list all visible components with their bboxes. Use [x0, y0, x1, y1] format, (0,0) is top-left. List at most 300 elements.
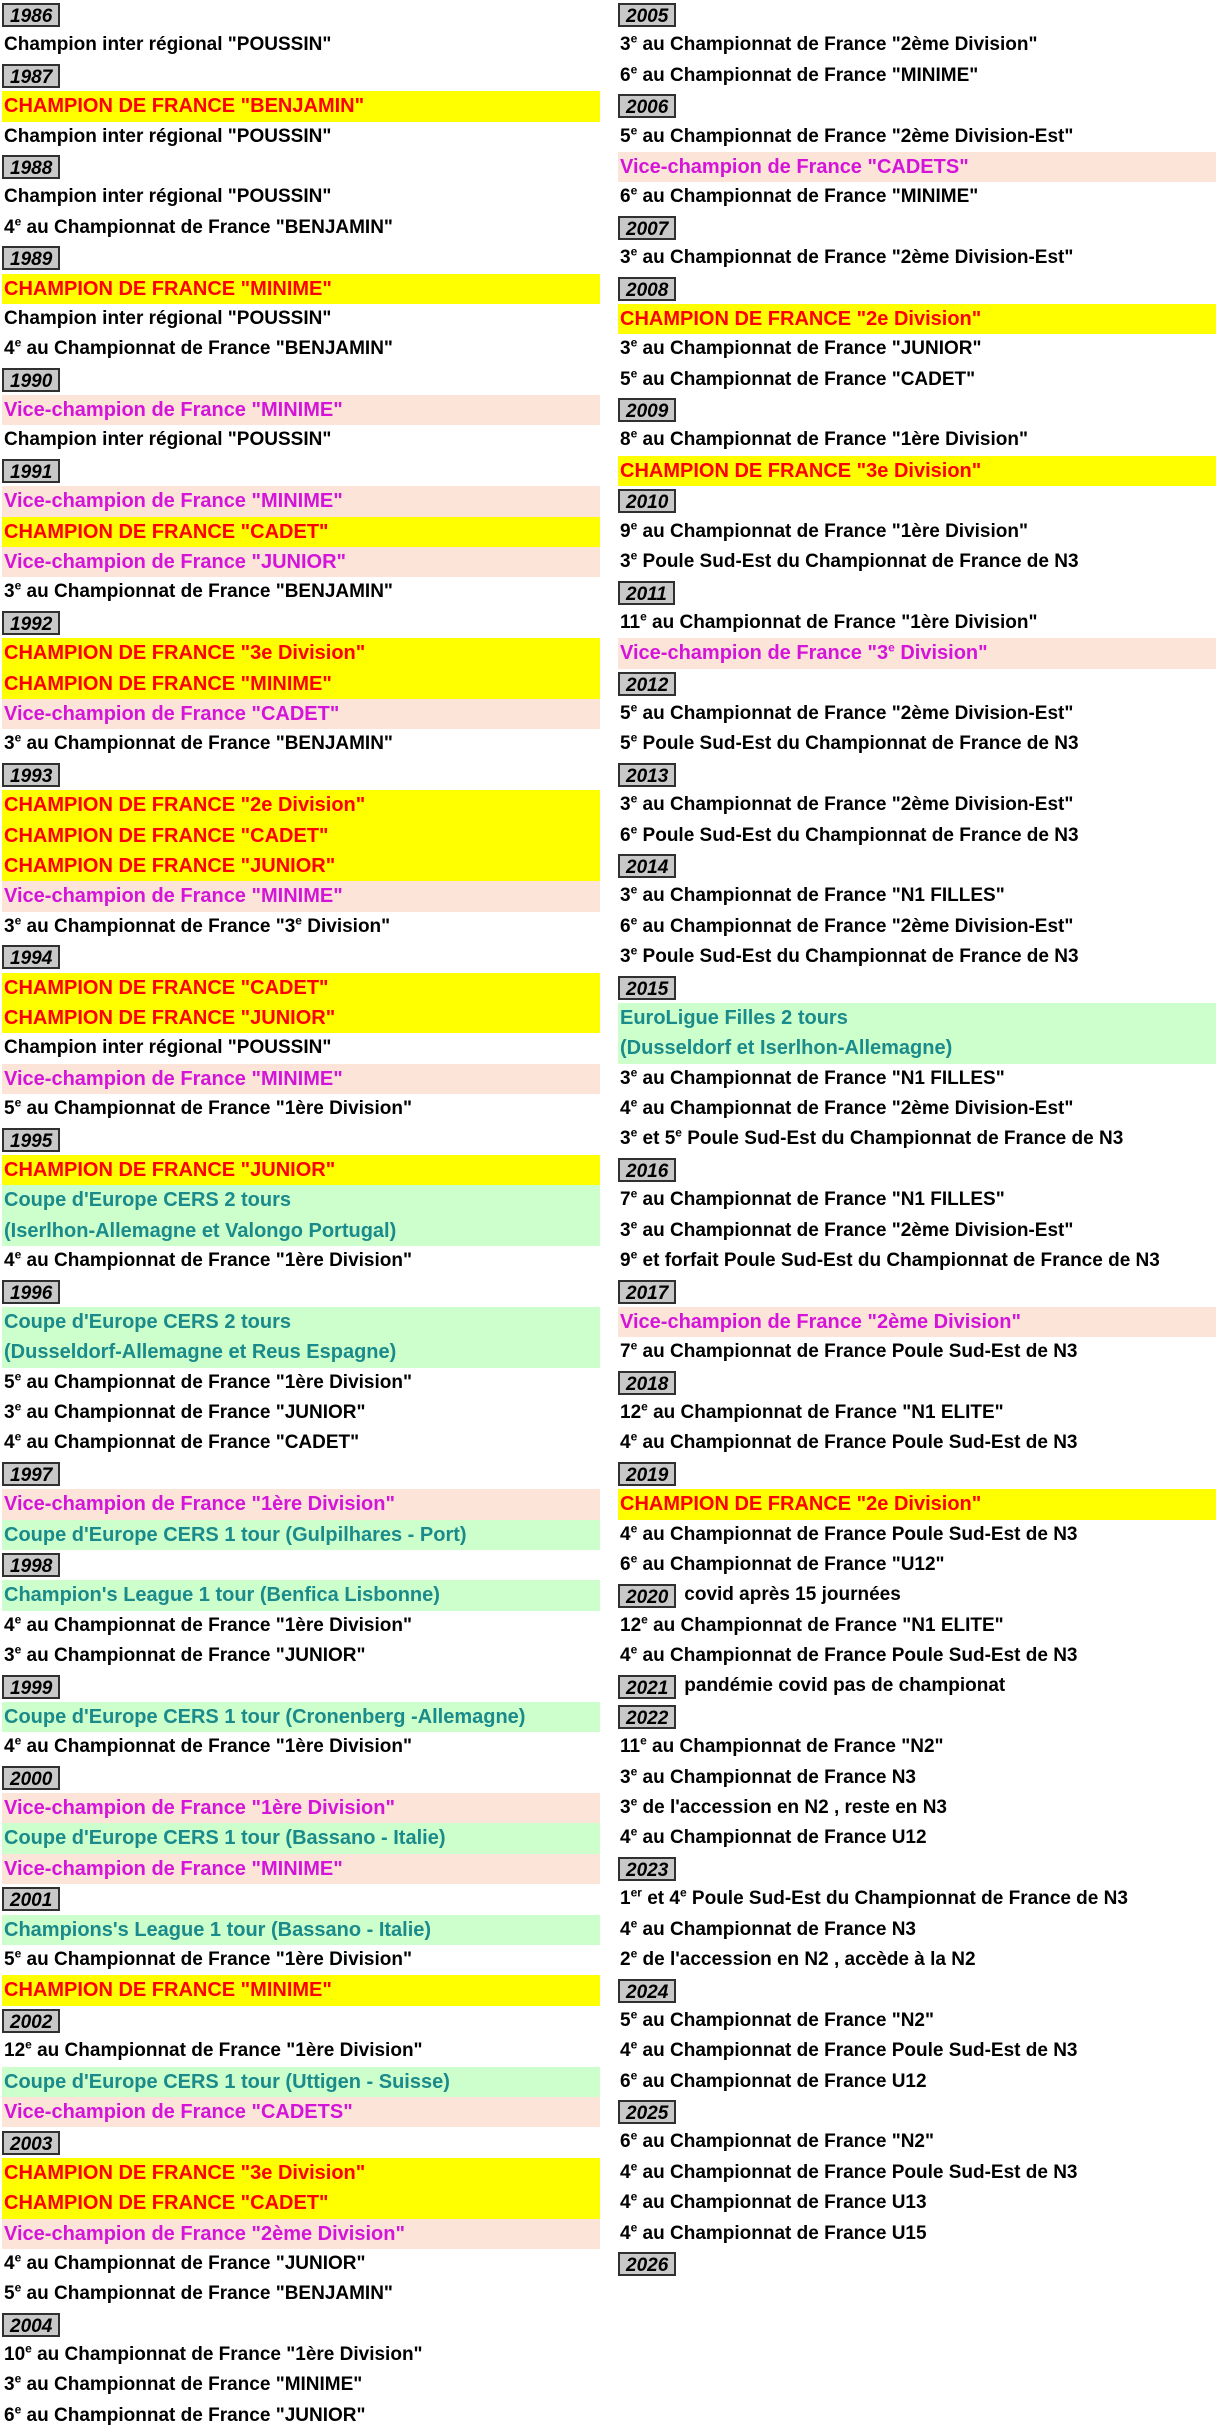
year-label: 2016 — [618, 1158, 676, 1182]
entry-text: Coupe d'Europe CERS 1 tour (Cronenberg -Allemagne) — [4, 1705, 526, 1728]
year-label: 2005 — [618, 3, 676, 27]
rank-suffix: e — [630, 700, 638, 715]
rank-suffix: e — [14, 335, 22, 350]
rank-number: 3 — [620, 551, 631, 573]
rank-suffix: e — [630, 32, 638, 47]
entry-text: au Championnat de France "BENJAMIN" — [21, 216, 393, 238]
result-entry — [618, 942, 1216, 972]
rank-number: 1 — [620, 1888, 631, 1910]
year-label: 1995 — [2, 1128, 60, 1152]
rank-suffix: e — [14, 1612, 22, 1627]
rank-suffix: e — [888, 640, 895, 655]
result-entry — [618, 2006, 1216, 2036]
year-label: 1999 — [2, 1675, 60, 1699]
year-row — [2, 2310, 600, 2340]
entry-text: au Championnat de France "N1 FILLES" — [637, 1067, 1005, 1089]
entry-text: au Championnat de France "N2" — [646, 1736, 944, 1758]
vice-champion-entry — [618, 1307, 1216, 1337]
year-label: 2000 — [2, 1766, 60, 1790]
rank-number: 4 — [620, 2222, 631, 2244]
year-row — [618, 1580, 1216, 1610]
year-row — [2, 2127, 600, 2157]
result-entry — [2, 182, 600, 212]
year-label: 1990 — [2, 368, 60, 392]
year-label: 2026 — [618, 2252, 676, 2276]
year-label: 1989 — [2, 246, 60, 270]
year-label: 2002 — [2, 2009, 60, 2033]
entry-text: au Championnat de France "BENJAMIN" — [21, 338, 393, 360]
result-entry — [2, 1033, 600, 1063]
result-entry — [2, 1398, 600, 1428]
entry-text: au Championnat de France "BENJAMIN" — [21, 733, 393, 755]
entry-text: CHAMPION DE FRANCE "2e Division" — [620, 1493, 982, 1516]
result-entry — [618, 2067, 1216, 2097]
year-row — [2, 1763, 600, 1793]
year-label: 1993 — [2, 763, 60, 787]
entry-text: au Championnat de France N3 — [637, 1918, 916, 1940]
entry-text: (Dusseldorf-Allemagne et Reus Espagne) — [4, 1341, 397, 1364]
entry-text: au Championnat de France "U12" — [637, 1553, 945, 1575]
year-label: 1996 — [2, 1280, 60, 1304]
entry-text: au Championnat de France "1ère Division" — [21, 1098, 412, 1120]
rank-suffix: e — [630, 1794, 638, 1809]
entry-text: CHAMPION DE FRANCE "3e Division" — [4, 642, 366, 665]
result-entry — [2, 2279, 600, 2309]
rank-number: 6 — [620, 824, 631, 846]
rank-suffix: e — [14, 2250, 22, 2265]
rank-number: 4 — [4, 1250, 15, 1272]
entry-text: Vice-champion de France "1ère Division" — [4, 1493, 395, 1516]
year-label: 2006 — [618, 94, 676, 118]
entry-text: Vice-champion de France "MINIME" — [4, 1067, 343, 1090]
year-label: 2008 — [618, 277, 676, 301]
year-row — [618, 851, 1216, 881]
result-entry — [2, 1732, 600, 1762]
rank-suffix: e — [630, 2220, 638, 2235]
rank-suffix: e — [630, 1551, 638, 1566]
left-column — [2, 0, 600, 2431]
rank-suffix: e — [630, 943, 638, 958]
vice-champion-entry — [618, 152, 1216, 182]
year-row — [618, 274, 1216, 304]
rank-suffix: er — [630, 1885, 642, 1900]
year-label: 1992 — [2, 611, 60, 635]
entry-text: au Championnat de France "2ème Division-Est" — [637, 915, 1074, 937]
result-entry — [618, 1520, 1216, 1550]
entry-text: Poule Sud-Est du Championnat de France de N3 — [637, 824, 1079, 846]
rank-suffix: e — [14, 1946, 22, 1961]
rank-number: 3 — [620, 247, 631, 269]
entry-text: au Championnat de France "JUNIOR" — [21, 2404, 366, 2426]
champion-entry — [2, 274, 600, 304]
rank-suffix: e — [630, 1186, 638, 1201]
result-entry — [618, 2036, 1216, 2066]
rank-suffix: e — [630, 548, 638, 563]
european-cup-entry — [2, 1702, 600, 1732]
year-label: 1987 — [2, 64, 60, 88]
year-row — [2, 365, 600, 395]
champion-entry — [2, 669, 600, 699]
year-row — [618, 669, 1216, 699]
rank-suffix: e — [14, 1430, 22, 1445]
entry-text: au Championnat de France "CADET" — [637, 368, 976, 390]
entry-text: au Championnat de France "MINIME" — [637, 64, 979, 86]
result-entry — [2, 912, 600, 942]
year-label: 2007 — [618, 216, 676, 240]
rank-number: 6 — [4, 2404, 15, 2426]
entry-text: au Championnat de France "1ère Division" — [646, 611, 1038, 633]
rank-suffix: e — [630, 1338, 638, 1353]
entry-text: et 5 — [637, 1128, 676, 1150]
rank-number: 3 — [4, 1401, 15, 1423]
result-entry — [618, 182, 1216, 212]
entry-text: au Championnat de France N3 — [637, 1766, 916, 1788]
entry-text: de l'accession en N2 , reste en N3 — [637, 1797, 947, 1819]
european-cup-entry — [2, 1307, 600, 1337]
year-label: 2017 — [618, 1280, 676, 1304]
result-entry — [618, 1216, 1216, 1246]
entry-text: au Championnat de France "N2" — [637, 2131, 935, 2153]
champion-entry — [2, 91, 600, 121]
rank-number: 5 — [620, 125, 631, 147]
rank-number: 3 — [620, 1219, 631, 1241]
entry-text: CHAMPION DE FRANCE "MINIME" — [4, 277, 332, 300]
rank-number: 8 — [620, 429, 631, 451]
entry-text: au Championnat de France "JUNIOR" — [21, 1645, 366, 1667]
year-row — [618, 395, 1216, 425]
year-label: 1994 — [2, 945, 60, 969]
rank-number: 3 — [620, 946, 631, 968]
entry-text: Vice-champion de France "CADETS" — [620, 155, 969, 178]
rank-number: 12 — [4, 2040, 26, 2062]
result-entry — [618, 547, 1216, 577]
entry-text: au Championnat de France U13 — [637, 2192, 927, 2214]
rank-number: 3 — [4, 733, 15, 755]
vice-champion-entry — [2, 1489, 600, 1519]
vice-champion-entry — [2, 1854, 600, 1884]
entry-text: Vice-champion de France "2ème Division" — [620, 1310, 1021, 1333]
champion-entry — [2, 790, 600, 820]
rank-number: 4 — [4, 1736, 15, 1758]
result-entry — [618, 790, 1216, 820]
result-entry — [618, 2188, 1216, 2218]
entry-text: Vice-champion de France "1ère Division" — [4, 1797, 395, 1820]
rank-number: 4 — [4, 1432, 15, 1454]
champion-entry — [2, 2188, 600, 2218]
vice-champion-entry — [2, 547, 600, 577]
entry-text: CHAMPION DE FRANCE "JUNIOR" — [4, 1158, 336, 1181]
result-entry — [618, 1793, 1216, 1823]
rank-suffix: e — [630, 1916, 638, 1931]
entry-text: (Dusseldorf et Iserlhon-Allemagne) — [620, 1037, 953, 1060]
entry-text: au Championnat de France "1ère Division" — [21, 1736, 412, 1758]
year-row — [618, 91, 1216, 121]
rank-number: 4 — [620, 1645, 631, 1667]
rank-suffix: e — [630, 822, 638, 837]
european-cup-entry — [2, 2067, 600, 2097]
entry-text: au Championnat de France "N1 FILLES" — [637, 1189, 1005, 1211]
result-entry — [618, 30, 1216, 60]
right-column — [618, 0, 1216, 2279]
entry-text: CHAMPION DE FRANCE "JUNIOR" — [4, 854, 336, 877]
champion-entry — [2, 638, 600, 668]
rank-suffix: e — [14, 1369, 22, 1384]
entry-text: Poule Sud-Est du Championnat de France de N3 — [686, 1888, 1128, 1910]
vice-champion-entry — [2, 881, 600, 911]
rank-suffix: e — [14, 731, 22, 746]
rank-suffix: e — [675, 1126, 682, 1141]
year-label: 2022 — [618, 1705, 676, 1729]
result-entry — [618, 365, 1216, 395]
rank-suffix: e — [25, 2037, 32, 2052]
year-label: 2025 — [618, 2100, 676, 2124]
entry-text: au Championnat de France "N2" — [637, 2009, 935, 2031]
entry-text: Poule Sud-Est du Championnat de France de N3 — [637, 551, 1079, 573]
year-row — [2, 152, 600, 182]
rank-suffix: e — [14, 913, 22, 928]
rank-number: 4 — [620, 1523, 631, 1545]
entry-text: Vice-champion de France "MINIME" — [4, 490, 343, 513]
rank-number: 6 — [620, 2070, 631, 2092]
entry-text: au Championnat de France "CADET" — [21, 1432, 360, 1454]
rank-number: 4 — [620, 1098, 631, 1120]
entry-text: CHAMPION DE FRANCE "2e Division" — [4, 794, 366, 817]
result-entry — [618, 1246, 1216, 1276]
result-entry — [618, 729, 1216, 759]
entry-text: CHAMPION DE FRANCE "MINIME" — [4, 1979, 332, 2002]
entry-text: au Championnat de France "1ère Division" — [637, 429, 1028, 451]
result-entry — [618, 1823, 1216, 1853]
european-cup-entry — [618, 1033, 1216, 1063]
year-label: 2014 — [618, 854, 676, 878]
entry-text: au Championnat de France "MINIME" — [637, 186, 979, 208]
rank-number: 5 — [4, 2283, 15, 2305]
result-entry — [618, 1884, 1216, 1914]
entry-text: Poule Sud-Est du Championnat de France de N3 — [681, 1128, 1124, 1150]
rank-suffix: e — [630, 62, 638, 77]
rank-number: 3 — [620, 794, 631, 816]
entry-text: au Championnat de France "3 — [21, 915, 296, 937]
rank-number: 4 — [620, 2040, 631, 2062]
rank-number: 4 — [4, 1614, 15, 1636]
year-label: 2023 — [618, 1857, 676, 1881]
result-entry — [618, 517, 1216, 547]
rank-number: 4 — [620, 1827, 631, 1849]
entry-text: au Championnat de France "2ème Division-Est" — [637, 794, 1074, 816]
entry-text: au Championnat de France Poule Sud-Est de N3 — [637, 2040, 1078, 2062]
result-entry — [618, 334, 1216, 364]
result-entry — [618, 1064, 1216, 1094]
rank-suffix: e — [640, 609, 647, 624]
year-row — [618, 1702, 1216, 1732]
year-label: 1998 — [2, 1553, 60, 1577]
entry-text: au Championnat de France "1ère Division" — [21, 1371, 412, 1393]
year-row — [2, 1276, 600, 1306]
entry-text: au Championnat de France Poule Sud-Est de N3 — [637, 1523, 1078, 1545]
rank-number: 4 — [620, 1432, 631, 1454]
result-entry — [2, 1641, 600, 1671]
result-entry — [618, 1641, 1216, 1671]
rank-suffix: e — [630, 1946, 638, 1961]
rank-suffix: e — [630, 1430, 638, 1445]
entry-text: au Championnat de France "1ère Division" — [21, 1250, 412, 1272]
rank-number: 5 — [4, 1949, 15, 1970]
rank-suffix: e — [641, 1399, 648, 1414]
rank-number: 11 — [620, 1736, 641, 1758]
rank-suffix: e — [295, 913, 302, 928]
year-row — [2, 2006, 600, 2036]
rank-suffix: e — [14, 1733, 22, 1748]
rank-suffix: e — [630, 883, 638, 897]
rank-suffix: e — [14, 2372, 22, 2387]
entry-text: au Championnat de France "MINIME" — [21, 2374, 363, 2396]
entry-text: Coupe d'Europe CERS 2 tours — [4, 1310, 292, 1333]
entry-text: CHAMPION DE FRANCE "3e Division" — [620, 459, 982, 482]
year-label: 2012 — [618, 672, 676, 696]
entry-text: Coupe d'Europe CERS 2 tours — [4, 1189, 292, 1212]
entry-text: CHAMPION DE FRANCE "JUNIOR" — [4, 1006, 336, 1029]
result-entry — [2, 2249, 600, 2279]
entry-text: au Championnat de France "N1 ELITE" — [647, 1401, 1004, 1423]
year-label: 2001 — [2, 1887, 60, 1911]
entry-text: Coupe d'Europe CERS 1 tour (Gulpilhares - Port) — [4, 1523, 467, 1546]
rank-number: 10 — [4, 2344, 26, 2366]
european-cup-entry — [2, 1580, 600, 1610]
result-entry — [618, 1732, 1216, 1762]
rank-suffix: e — [630, 1065, 638, 1080]
year-label: 2010 — [618, 489, 676, 513]
rank-number: 6 — [620, 915, 631, 937]
rank-number: 3 — [620, 1766, 631, 1788]
entry-text: au Championnat de France "2ème Division-Est" — [637, 247, 1074, 269]
champion-entry — [2, 973, 600, 1003]
rank-suffix: e — [630, 1825, 638, 1840]
rank-number: 3 — [4, 1645, 15, 1667]
rank-suffix: e — [14, 214, 22, 229]
entry-text: CHAMPION DE FRANCE "3e Division" — [4, 2161, 366, 2184]
result-entry — [618, 608, 1216, 638]
champion-entry — [2, 851, 600, 881]
year-row — [2, 608, 600, 638]
entry-text: CHAMPION DE FRANCE "MINIME" — [4, 672, 332, 695]
entry-text: au Championnat de France U15 — [637, 2222, 927, 2244]
entry-text: au Championnat de France "1ère Division" — [31, 2040, 423, 2062]
entry-text: Vice-champion de France "MINIME" — [4, 1857, 343, 1880]
entry-text: Vice-champion de France "3 — [620, 642, 889, 665]
year-row — [618, 973, 1216, 1003]
year-row — [2, 1550, 600, 1580]
year-row — [2, 243, 600, 273]
result-entry — [618, 1428, 1216, 1458]
entry-text: Champion's League 1 tour (Benfica Lisbonne) — [4, 1584, 440, 1607]
result-entry — [618, 1945, 1216, 1975]
result-entry — [618, 699, 1216, 729]
result-entry — [618, 2127, 1216, 2157]
rank-number: 3 — [4, 581, 15, 603]
result-entry — [2, 1094, 600, 1124]
result-entry — [2, 1428, 600, 1458]
champion-entry — [618, 304, 1216, 334]
entry-text: CHAMPION DE FRANCE "CADET" — [4, 2192, 329, 2215]
result-entry — [2, 213, 600, 243]
result-entry — [618, 1550, 1216, 1580]
rank-number: 4 — [620, 2161, 631, 2183]
year-row — [618, 1276, 1216, 1306]
result-entry — [618, 1763, 1216, 1793]
rank-suffix: e — [630, 2189, 638, 2204]
entry-text: au Championnat de France "2ème Division" — [637, 34, 1038, 56]
champion-entry — [2, 1155, 600, 1185]
entry-text: EuroLigue Filles 2 tours — [620, 1006, 848, 1029]
result-entry — [2, 122, 600, 152]
entry-text: et forfait Poule Sud-Est du Championnat de France de N3 — [637, 1250, 1160, 1272]
champion-entry — [2, 517, 600, 547]
year-label: 2020 — [618, 1584, 676, 1608]
year-row — [618, 1459, 1216, 1489]
rank-suffix: e — [630, 335, 638, 350]
rank-suffix: e — [630, 1521, 638, 1536]
rank-suffix: e — [630, 1764, 638, 1779]
year-row — [618, 213, 1216, 243]
european-cup-entry — [618, 1003, 1216, 1033]
vice-champion-entry — [2, 699, 600, 729]
rank-number: 5 — [620, 702, 631, 724]
rank-suffix: e — [630, 1095, 638, 1110]
entry-text: Champion inter régional "POUSSIN" — [4, 186, 332, 208]
year-row — [2, 456, 600, 486]
entry-text: Poule Sud-Est du Championnat de France de N3 — [637, 946, 1079, 968]
result-entry — [618, 1611, 1216, 1641]
entry-text: au Championnat de France "JUNIOR" — [21, 1401, 366, 1423]
result-entry — [618, 821, 1216, 851]
champion-entry — [2, 2158, 600, 2188]
entry-text: Champion inter régional "POUSSIN" — [4, 34, 332, 56]
year-row — [2, 1124, 600, 1154]
entry-text: au Championnat de France U12 — [637, 2070, 927, 2092]
result-entry — [2, 2401, 600, 2431]
result-entry — [618, 425, 1216, 455]
entry-text: Vice-champion de France "MINIME" — [4, 399, 343, 422]
rank-number: 6 — [620, 2131, 631, 2153]
result-entry — [618, 1185, 1216, 1215]
rank-suffix: e — [630, 518, 638, 533]
entry-text: au Championnat de France "N1 ELITE" — [647, 1614, 1004, 1636]
result-entry — [618, 2219, 1216, 2249]
rank-suffix: e — [630, 184, 638, 199]
european-cup-entry — [2, 1520, 600, 1550]
rank-suffix: e — [630, 2007, 638, 2022]
entry-text: Vice-champion de France "CADETS" — [4, 2100, 353, 2123]
entry-text: au Championnat de France "BENJAMIN" — [21, 581, 393, 603]
entry-text: Vice-champion de France "CADET" — [4, 702, 340, 725]
champion-entry — [2, 1975, 600, 2005]
entry-text: Coupe d'Europe CERS 1 tour (Bassano - Italie) — [4, 1827, 446, 1850]
result-entry — [2, 1945, 600, 1975]
rank-suffix: e — [630, 427, 638, 442]
result-entry — [2, 1611, 600, 1641]
entry-text: au Championnat de France "BENJAMIN" — [21, 2283, 393, 2305]
european-cup-entry — [2, 1185, 600, 1215]
year-label: 2011 — [618, 581, 675, 605]
vice-champion-entry — [2, 1064, 600, 1094]
year-row — [618, 1368, 1216, 1398]
entry-text: Champion inter régional "POUSSIN" — [4, 1037, 332, 1059]
rank-number: 4 — [620, 1918, 631, 1940]
rank-number: 6 — [620, 186, 631, 208]
entry-text: au Championnat de France "JUNIOR" — [21, 2252, 366, 2274]
entry-text: Vice-champion de France "2ème Division" — [4, 2222, 405, 2245]
year-label: 2019 — [618, 1462, 676, 1486]
